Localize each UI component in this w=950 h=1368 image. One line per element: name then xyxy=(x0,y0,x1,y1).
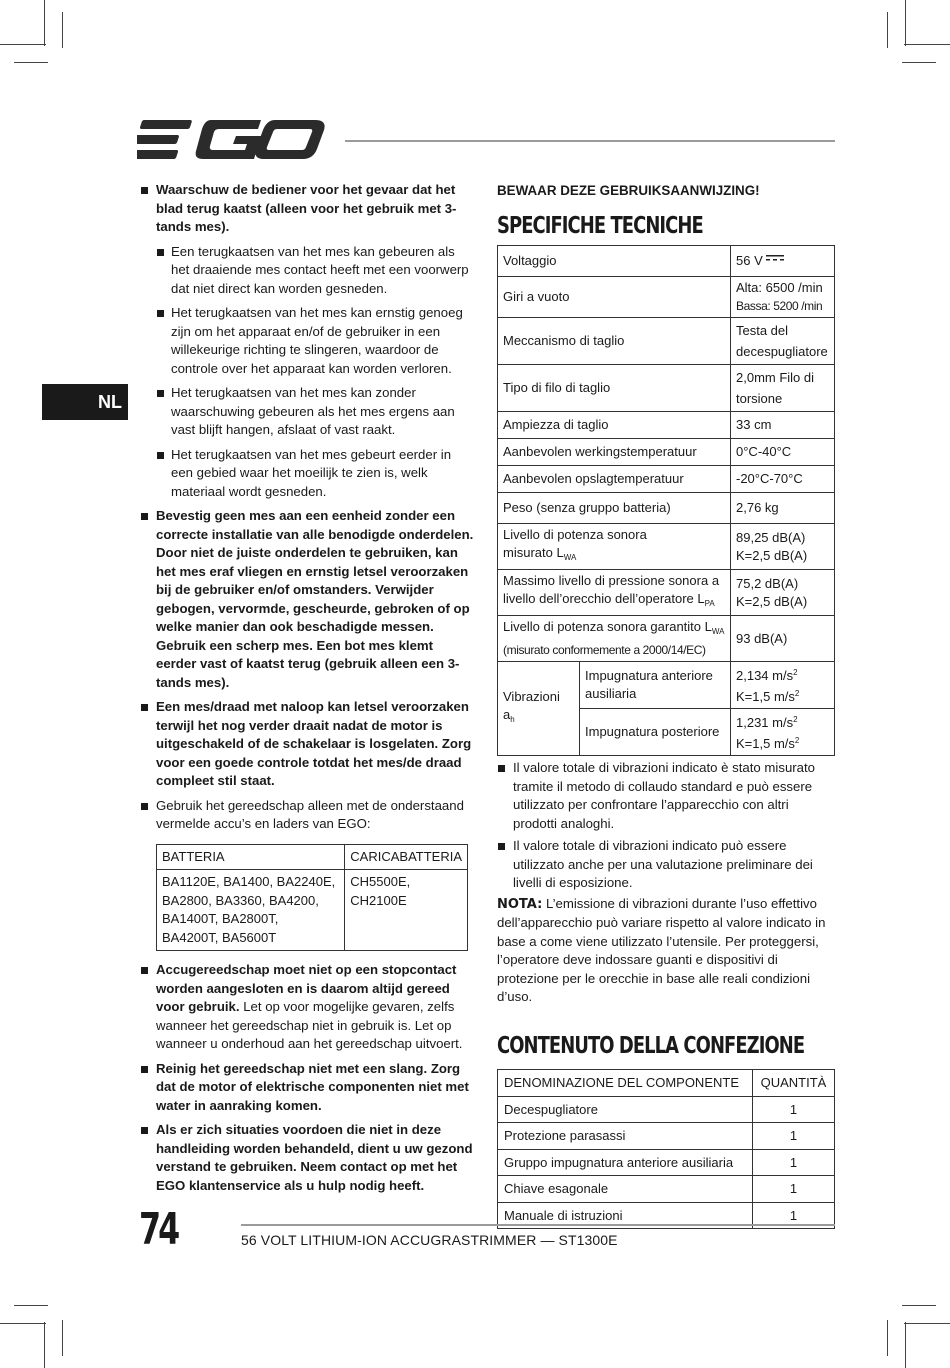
crop-mark xyxy=(14,1305,48,1306)
table-header: QUANTITÀ xyxy=(753,1070,835,1097)
sub-list-item: Het terugkaatsen van het mes gebeurt eerder in een gebied waar het moeilijk te zien is, welk materiaal wordt gesneden. xyxy=(140,446,475,502)
spec-value: 2,134 $m/s^2$ K=1,5 $m/s^2$ xyxy=(731,662,835,709)
crop-mark xyxy=(887,1320,888,1356)
spec-label: Aanbevolen opslagtemperatuur xyxy=(498,466,731,493)
bullet-square-icon xyxy=(141,1127,148,1134)
spec-label: Massimo livello di pressione sonora a livello dell’orecchio dell’operatore $L_{PA}$ xyxy=(498,570,731,616)
component-name: Manuale di istruzioni xyxy=(498,1202,753,1229)
language-tab: NL xyxy=(42,384,128,420)
crop-mark xyxy=(0,44,46,45)
sub-list-item: Het terugkaatsen van het mes kan zonder waarschuwing gebeuren als het mes ergens aan vast blijft hangen, afslaat of vast raakt. xyxy=(140,384,475,440)
table-header-row xyxy=(157,844,468,870)
save-instructions-notice: BEWAAR DEZE GEBRUIKSAANWIJZING! xyxy=(497,183,760,198)
dc-symbol-icon xyxy=(766,254,784,262)
sub-list-item: Het terugkaatsen van het mes kan ernstig genoeg zijn om het apparaat en/of de gebruiker in een willekeurige richting te slingeren, waardoor de controle over het apparaat kan worden verloren. xyxy=(140,304,475,378)
spec-label: Meccanismo di taglio xyxy=(498,318,731,365)
bullet-square-icon xyxy=(498,843,505,850)
spec-value: 56 V xyxy=(731,246,835,277)
ego-logo xyxy=(137,118,327,162)
spec-label: Vibrazioni $a_h$ xyxy=(498,662,580,756)
bullet-square-icon xyxy=(157,249,164,256)
spec-label: Giri a vuoto xyxy=(498,277,731,318)
list-item: Accugereedschap moet niet op een stopcontact worden aangesloten en is daarom altijd gereed voor gebruik. Let op voor mogelijke gevaren, zelfs wanneer het gereedschap niet in gebruik is. Let op wanneer u onderhoud aan het gereedschap uitvoert. xyxy=(140,961,475,1054)
spec-value: -20°C-70°C xyxy=(731,466,835,493)
spec-label: Impugnatura anteriore ausiliaria xyxy=(580,662,731,709)
crop-mark xyxy=(14,62,48,63)
table-row xyxy=(498,662,835,709)
spec-value: 1,231 $m/s^2$ K=1,5 $m/s^2$ xyxy=(731,709,835,756)
crop-mark xyxy=(0,1323,46,1324)
table-header-row xyxy=(498,1070,835,1097)
crop-mark xyxy=(44,1322,45,1368)
crop-mark xyxy=(62,12,63,48)
footer-rule xyxy=(241,1224,835,1226)
spec-value: Alta: 6500 /min Bassa: 5200 /min xyxy=(731,277,835,318)
list-item: Reinig het gereedschap niet met een slang. Zorg dat de motor of elektrische componenten niet met water in aanraking komen. xyxy=(140,1060,475,1116)
crop-mark xyxy=(902,1305,936,1306)
list-item: Il valore totale di vibrazioni indicato può essere utilizzato anche per una valutazione preliminare dei livelli di esposizione. xyxy=(497,837,835,893)
table-header: DENOMINAZIONE DEL COMPONENTE xyxy=(498,1070,753,1097)
spec-value: 2,0mm Filo di torsione xyxy=(731,365,835,412)
bullet-square-icon xyxy=(498,765,505,772)
bullet-square-icon xyxy=(141,187,148,194)
crop-mark xyxy=(905,1322,906,1368)
component-qty: 1 xyxy=(753,1123,835,1150)
component-name: Chiave esagonale xyxy=(498,1176,753,1203)
crop-mark xyxy=(904,44,950,45)
table-row xyxy=(498,570,835,616)
table-row xyxy=(498,466,835,493)
table-row xyxy=(498,277,835,318)
table-row xyxy=(157,870,468,951)
crop-mark xyxy=(905,0,906,46)
header-rule xyxy=(345,140,835,142)
bullet-square-icon xyxy=(141,803,148,810)
vibration-note: NOTA: L’emissione di vibrazioni durante l’uso effettivo dell’apparecchio può variare rispetto al valore indicato in base a come viene utilizzato l’utensile. Per proteggersi, l’operatore deve indossare guanti e dispositivi di protezione per le orecchie in base alle reali condizioni d’uso. xyxy=(497,895,826,1004)
list-item: Waarschuw de bediener voor het gevaar dat het blad terug kaatst (alleen voor het gebruik met 3-tands mes). xyxy=(140,181,475,237)
component-qty: 1 xyxy=(753,1202,835,1229)
bullet-square-icon xyxy=(141,1066,148,1073)
spec-value: 2,76 kg xyxy=(731,493,835,524)
spec-label: Voltaggio xyxy=(498,246,731,277)
battery-charger-table xyxy=(156,844,468,952)
section-title-package: CONTENUTO DELLA CONFEZIONE xyxy=(497,1032,805,1059)
component-name: Protezione parasassi xyxy=(498,1123,753,1150)
component-name: Gruppo impugnatura anteriore ausiliaria xyxy=(498,1149,753,1176)
table-row xyxy=(498,1176,835,1203)
bullet-square-icon xyxy=(157,390,164,397)
section-title-specs: SPECIFICHE TECNICHE xyxy=(497,212,703,239)
spec-value: 89,25 dB(A) K=2,5 dB(A) xyxy=(731,524,835,570)
table-header: BATTERIA xyxy=(157,844,345,870)
footer-product-title: 56 VOLT LITHIUM-ION ACCUGRASTRIMMER — ST1300E xyxy=(241,1232,618,1248)
table-row xyxy=(498,1149,835,1176)
spec-label: Peso (senza gruppo batteria) xyxy=(498,493,731,524)
spec-value: 93 dB(A) xyxy=(731,616,835,662)
bullet-square-icon xyxy=(157,452,164,459)
table-row xyxy=(498,246,835,277)
table-row xyxy=(498,365,835,412)
table-row xyxy=(498,412,835,439)
crop-mark xyxy=(902,62,936,63)
bullet-square-icon xyxy=(157,310,164,317)
spec-value: 75,2 dB(A) K=2,5 dB(A) xyxy=(731,570,835,616)
right-column xyxy=(497,181,835,1229)
table-row xyxy=(498,318,835,365)
left-column xyxy=(140,181,475,1201)
spec-label: Impugnatura posteriore xyxy=(580,709,731,756)
table-row xyxy=(498,524,835,570)
component-name: Decespugliatore xyxy=(498,1096,753,1123)
list-item: Als er zich situaties voordoen die niet in deze handleiding worden behandeld, dient u uw gezond verstand te gebruiken. Neem contact op met het EGO klantenservice als u hulp nodig heeft. xyxy=(140,1121,475,1195)
battery-list: BA1120E, BA1400, BA2240E, BA2800, BA3360, BA4200, BA1400T, BA2800T, BA4200T, BA5600T xyxy=(157,870,345,951)
list-item: Gebruik het gereedschap alleen met de onderstaand vermelde accu’s en laders van EGO: xyxy=(140,797,475,834)
spec-value: Testa del decespugliatore xyxy=(731,318,835,365)
spec-label: Livello di potenza sonora garantito $L_{WA}$ (misurato conformemente a 2000/14/EC) xyxy=(498,616,731,662)
bullet-square-icon xyxy=(141,967,148,974)
crop-mark xyxy=(904,1323,950,1324)
list-item: Bevestig geen mes aan een eenheid zonder een correcte installatie van alle benodigde onderdelen. Door niet de juiste onderdelen te gebruiken, kan het mes eraf vliegen en ernstig letsel veroorzaken bij de gebruiker en/of omstanders. Verwijder gebogen, vervormde, gescheurde, gebroken of op welke manier dan ook beschadigde messen. Gebruik een scherp mes. Een bot mes klemt eerder vast of kaatst terug (gebruik alleen een 3-tands mes). xyxy=(140,507,475,692)
spec-table xyxy=(497,245,835,756)
component-qty: 1 xyxy=(753,1096,835,1123)
table-header: CARICABATTERIA xyxy=(345,844,468,870)
table-row xyxy=(498,1096,835,1123)
component-qty: 1 xyxy=(753,1176,835,1203)
crop-mark xyxy=(44,0,45,46)
crop-mark xyxy=(62,1320,63,1356)
component-qty: 1 xyxy=(753,1149,835,1176)
page-number: 74 xyxy=(139,1204,178,1255)
table-row xyxy=(498,616,835,662)
bullet-square-icon xyxy=(141,704,148,711)
list-item: Il valore totale di vibrazioni indicato è stato misurato tramite il metodo di collaudo standard e può essere utilizzato per confrontare l’apparecchio con altri prodotti analoghi. xyxy=(497,759,835,833)
spec-value: 0°C-40°C xyxy=(731,439,835,466)
table-row xyxy=(498,1123,835,1150)
table-row xyxy=(498,439,835,466)
sub-list-item: Een terugkaatsen van het mes kan gebeuren als het draaiende mes contact heeft met een voorwerp dat niet direct kan worden gesneden. xyxy=(140,243,475,299)
spec-label: Tipo di filo di taglio xyxy=(498,365,731,412)
spec-value: 33 cm xyxy=(731,412,835,439)
table-row xyxy=(498,493,835,524)
bullet-square-icon xyxy=(141,513,148,520)
spec-label: Ampiezza di taglio xyxy=(498,412,731,439)
list-item: Een mes/draad met naloop kan letsel veroorzaken terwijl het nog verder draait nadat de motor is uitgeschakeld of de schakelaar is losgelaten. Zorg voor een goede controle totdat het mes/de draad compleet stil staat. xyxy=(140,698,475,791)
spec-label: Aanbevolen werkingstemperatuur xyxy=(498,439,731,466)
crop-mark xyxy=(887,12,888,48)
charger-list: CH5500E, CH2100E xyxy=(345,870,468,951)
package-contents-table xyxy=(497,1069,835,1229)
spec-label: Livello di potenza sonora misurato $L_{WA}$ xyxy=(498,524,731,570)
